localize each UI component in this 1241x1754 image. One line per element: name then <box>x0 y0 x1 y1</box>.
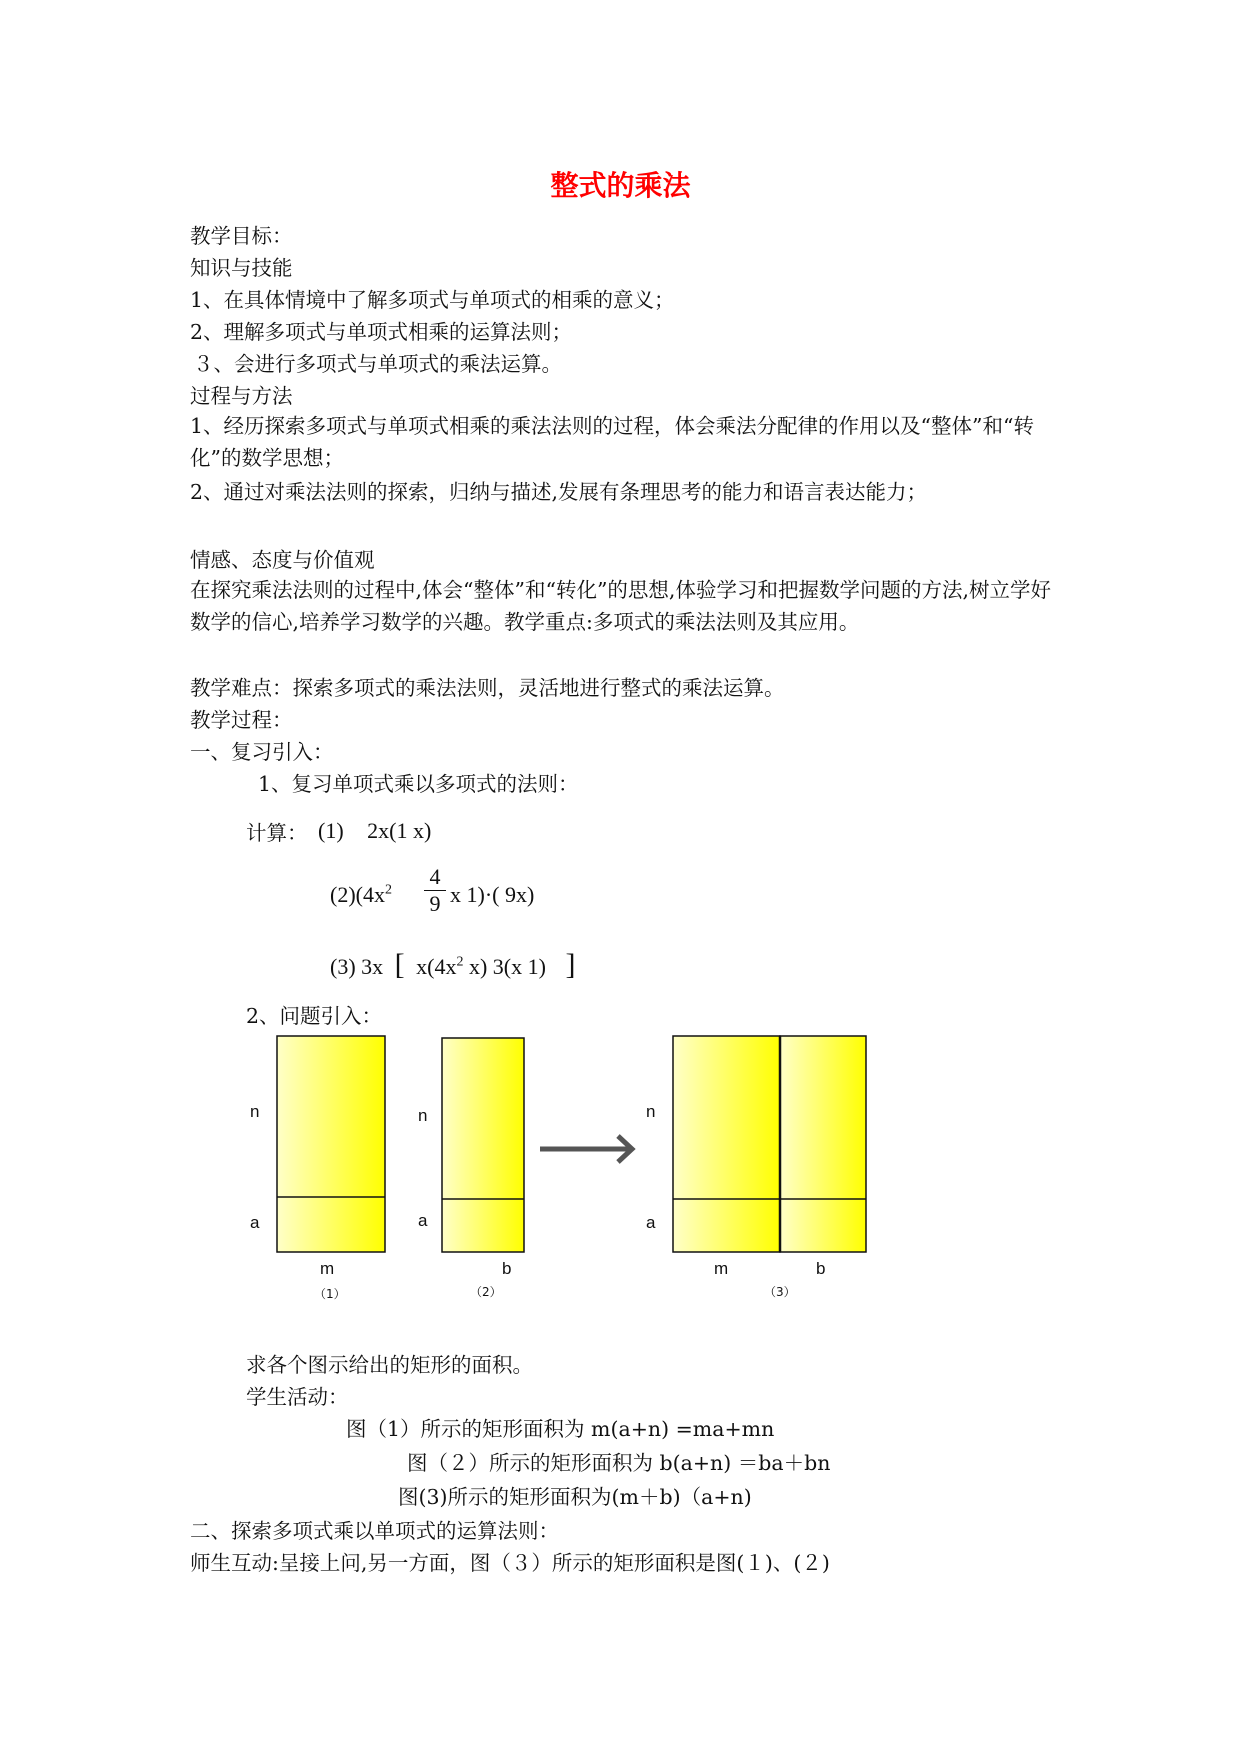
equation-3-part-c: x) 3(x 1) <box>463 954 546 979</box>
review-heading: 一、复习引入： <box>190 740 334 764</box>
difficulty-line: 教学难点：探索多项式的乘法法则，灵活地进行整式的乘法运算。 <box>190 676 785 700</box>
knowledge-item-3: ３、会进行多项式与单项式的乘法运算。 <box>193 352 562 376</box>
figure-3-left-rectangle <box>673 1036 780 1252</box>
knowledge-item-1: 1、在具体情境中了解多项式与单项式的相乘的意义； <box>190 288 675 312</box>
equation-3-exponent: 2 <box>456 954 464 970</box>
equation-2-part-b: x 1)·( 9x) <box>450 882 535 907</box>
document-title: 整式的乘法 <box>550 169 691 202</box>
bracket-right: ] <box>565 948 576 981</box>
figure-3-label-b: b <box>816 1259 826 1278</box>
figure-1-label-m: m <box>320 1259 335 1278</box>
knowledge-item-2: 2、理解多项式与单项式相乘的运算法则； <box>190 320 573 344</box>
figure-3-label-m: m <box>714 1259 729 1278</box>
process-item-2: 2、通过对乘法法则的探索，归纳与描述,发展有条理思考的能力和语言表达能力； <box>190 480 928 504</box>
equation-1-body: 2x(1 x) <box>367 818 432 843</box>
figure-2-caption: （2） <box>470 1285 502 1299</box>
equation-2-part-a: (2)(4x <box>330 882 385 907</box>
fraction-denominator: 9 <box>424 890 446 917</box>
process-item-1: 1、经历探索多项式与单项式相乘的乘法法则的过程，体会乘法分配律的作用以及“整体”和“转化”的数学思想； <box>190 414 1034 470</box>
answer-1: 图（1）所示的矩形面积为 m(a+n) =ma+mn <box>346 1417 775 1441</box>
equation-1-number: (1) <box>318 818 344 843</box>
figure-3-right-rectangle <box>780 1036 866 1252</box>
emotion-paragraph: 在探究乘法法则的过程中,体会“整体”和“转化”的思想,体验学习和把握数学问题的方法,树立学好数学的信心,培养学习数学的兴趣。教学重点:多项式的乘法法则及其应用。 <box>190 578 1051 634</box>
review-item-1: 1、复习单项式乘以多项式的法则： <box>258 772 579 796</box>
interaction-line: 师生互动:呈接上问,另一方面，图（３）所示的矩形面积是图(１)、(２) <box>190 1551 830 1575</box>
figure-1-label-a: a <box>250 1213 260 1232</box>
answer-2: 图（２）所示的矩形面积为 b(a+n) ＝ba＋bn <box>407 1451 831 1475</box>
ask-area: 求各个图示给出的矩形的面积。 <box>246 1353 533 1377</box>
equation-3-part-b: x(4x <box>416 954 457 979</box>
figure-2-label-b: b <box>502 1259 512 1278</box>
problem-intro: 2、问题引入： <box>246 1004 383 1028</box>
knowledge-heading: 知识与技能 <box>190 256 293 280</box>
figure-1-caption: （1） <box>314 1287 346 1301</box>
process-heading: 过程与方法 <box>190 384 293 408</box>
equation-3-part-a: (3) 3x <box>330 954 384 979</box>
figure-1-rectangle <box>277 1036 385 1252</box>
emotion-heading: 情感、态度与价值观 <box>190 548 375 572</box>
figure-2-rectangle <box>442 1038 524 1252</box>
figure-3-label-a: a <box>646 1213 656 1232</box>
figure-2-label-n: n <box>418 1106 428 1125</box>
process-label: 教学过程： <box>190 708 293 732</box>
section-2-heading: 二、探索多项式乘以单项式的运算法则： <box>190 1519 559 1543</box>
equation-2-exponent: 2 <box>384 882 392 898</box>
fraction-numerator: 4 <box>429 864 441 889</box>
figure-3-caption: （3） <box>764 1285 796 1299</box>
calc-label: 计算： <box>246 821 308 845</box>
goal-heading: 教学目标： <box>190 224 293 248</box>
figure-2-label-a: a <box>418 1211 428 1230</box>
answer-3: 图(3)所示的矩形面积为(m＋b)（a+n) <box>398 1485 752 1509</box>
figure-1-label-n: n <box>250 1102 260 1121</box>
figure-3-label-n: n <box>646 1102 656 1121</box>
student-activity: 学生活动： <box>246 1385 349 1409</box>
bracket-left: [ <box>394 948 405 981</box>
